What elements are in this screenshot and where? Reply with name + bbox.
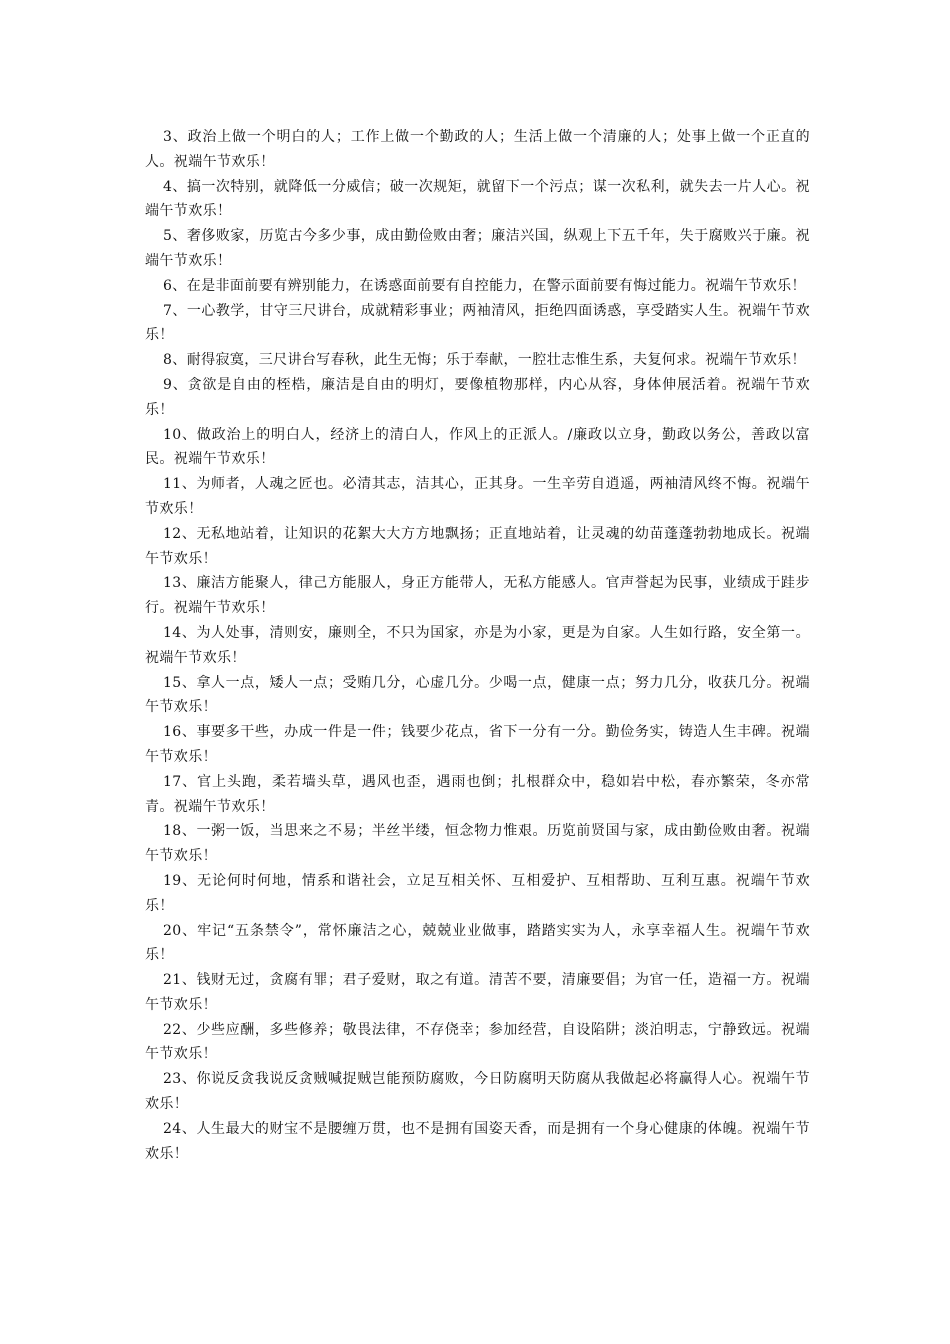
paragraph-17: 17、官上头跑，柔若墙头草，遇风也歪，遇雨也倒；扎根群众中，稳如岩中松，春亦繁荣，冬亦常青。祝端午节欢乐！ bbox=[145, 773, 810, 815]
paragraph-14: 14、为人处事，清则安，廉则全，不只为国家，亦是为小家，更是为自家。人生如行路，安全第一。祝端午节欢乐！ bbox=[145, 624, 810, 666]
paragraph-20: 20、牢记“五条禁令”，常怀廉洁之心，兢兢业业做事，踏踏实实为人，永享幸福人生。祝端午节欢乐！ bbox=[145, 922, 810, 964]
paragraph-7: 7、一心教学，甘守三尺讲台，成就精彩事业；两袖清风，拒绝四面诱惑，享受踏实人生。祝端午节欢乐！ bbox=[145, 302, 810, 344]
paragraph-4: 4、搞一次特别，就降低一分威信；破一次规矩，就留下一个污点；谋一次私利，就失去一片人心。祝端午节欢乐！ bbox=[145, 178, 810, 220]
paragraph-13: 13、廉洁方能聚人，律己方能服人，身正方能带人，无私方能感人。官声誉起为民事，业绩成于跬步行。祝端午节欢乐！ bbox=[145, 575, 810, 617]
paragraph-3: 3、政治上做一个明白的人；工作上做一个勤政的人；生活上做一个清廉的人；处事上做一个正直的人。祝端午节欢乐！ bbox=[145, 129, 810, 170]
paragraph-24: 24、人生最大的财宝不是腰缠万贯，也不是拥有国姿天香，而是拥有一个身心健康的体魄。祝端午节欢乐！ bbox=[145, 1120, 810, 1162]
paragraph-8: 8、耐得寂寞，三尺讲台写春秋，此生无悔；乐于奉献，一腔壮志惟生系，夫复何求。祝端午节欢乐！ bbox=[163, 352, 806, 369]
paragraph-19: 19、无论何时何地，情系和谐社会，立足互相关怀、互相爱护、互相帮助、互利互惠。祝端午节欢乐！ bbox=[145, 872, 810, 914]
paragraph-22: 22、少些应酬，多些修养；敬畏法律，不存侥幸；参加经营，自设陷阱；淡泊明志，宁静致远。祝端午节欢乐！ bbox=[145, 1021, 810, 1063]
paragraph-6: 6、在是非面前要有辨别能力，在诱惑面前要有自控能力，在警示面前要有悔过能力。祝端午节欢乐！ bbox=[163, 277, 806, 294]
paragraph-23: 23、你说反贪我说反贪贼喊捉贼岂能预防腐败，今日防腐明天防腐从我做起必将赢得人心。祝端午节欢乐！ bbox=[145, 1071, 810, 1113]
paragraph-18: 18、一粥一饭，当思来之不易；半丝半缕，恒念物力惟艰。历览前贤国与家，成由勤俭败由奢。祝端午节欢乐！ bbox=[145, 823, 810, 865]
paragraph-5: 5、奢侈败家，历览古今多少事，成由勤俭败由奢；廉洁兴国，纵观上下五千年，失于腐败兴于廉。祝端午节欢乐！ bbox=[145, 228, 810, 269]
paragraph-12: 12、无私地站着，让知识的花絮大大方方地飘扬；正直地站着，让灵魂的幼苗蓬蓬勃勃地成长。祝端午节欢乐！ bbox=[145, 525, 810, 567]
paragraph-10: 10、做政治上的明白人，经济上的清白人，作风上的正派人。/廉政以立身，勤政以务公，善政以富民。祝端午节欢乐！ bbox=[145, 426, 810, 468]
paragraph-16: 16、事要多干些，办成一件是一件；钱要少花点，省下一分有一分。勤俭务实，铸造人生丰碑。祝端午节欢乐！ bbox=[145, 724, 810, 765]
paragraph-15: 15、拿人一点，矮人一点；受贿几分，心虚几分。少喝一点，健康一点；努力几分，收获几分。祝端午节欢乐！ bbox=[145, 674, 810, 716]
document-body bbox=[145, 125, 810, 1166]
paragraph-21: 21、钱财无过，贪腐有罪；君子爱财，取之有道。清苦不要，清廉要倡；为官一任，造福一方。祝端午节欢乐！ bbox=[145, 972, 810, 1013]
paragraph-9: 9、贪欲是自由的桎梏，廉洁是自由的明灯，要像植物那样，内心从容，身体伸展活着。祝端午节欢乐！ bbox=[145, 376, 810, 418]
paragraph-11: 11、为师者，人魂之匠也。必清其志，洁其心，正其身。一生辛劳自逍遥，两袖清风终不悔。祝端午节欢乐！ bbox=[145, 476, 810, 517]
